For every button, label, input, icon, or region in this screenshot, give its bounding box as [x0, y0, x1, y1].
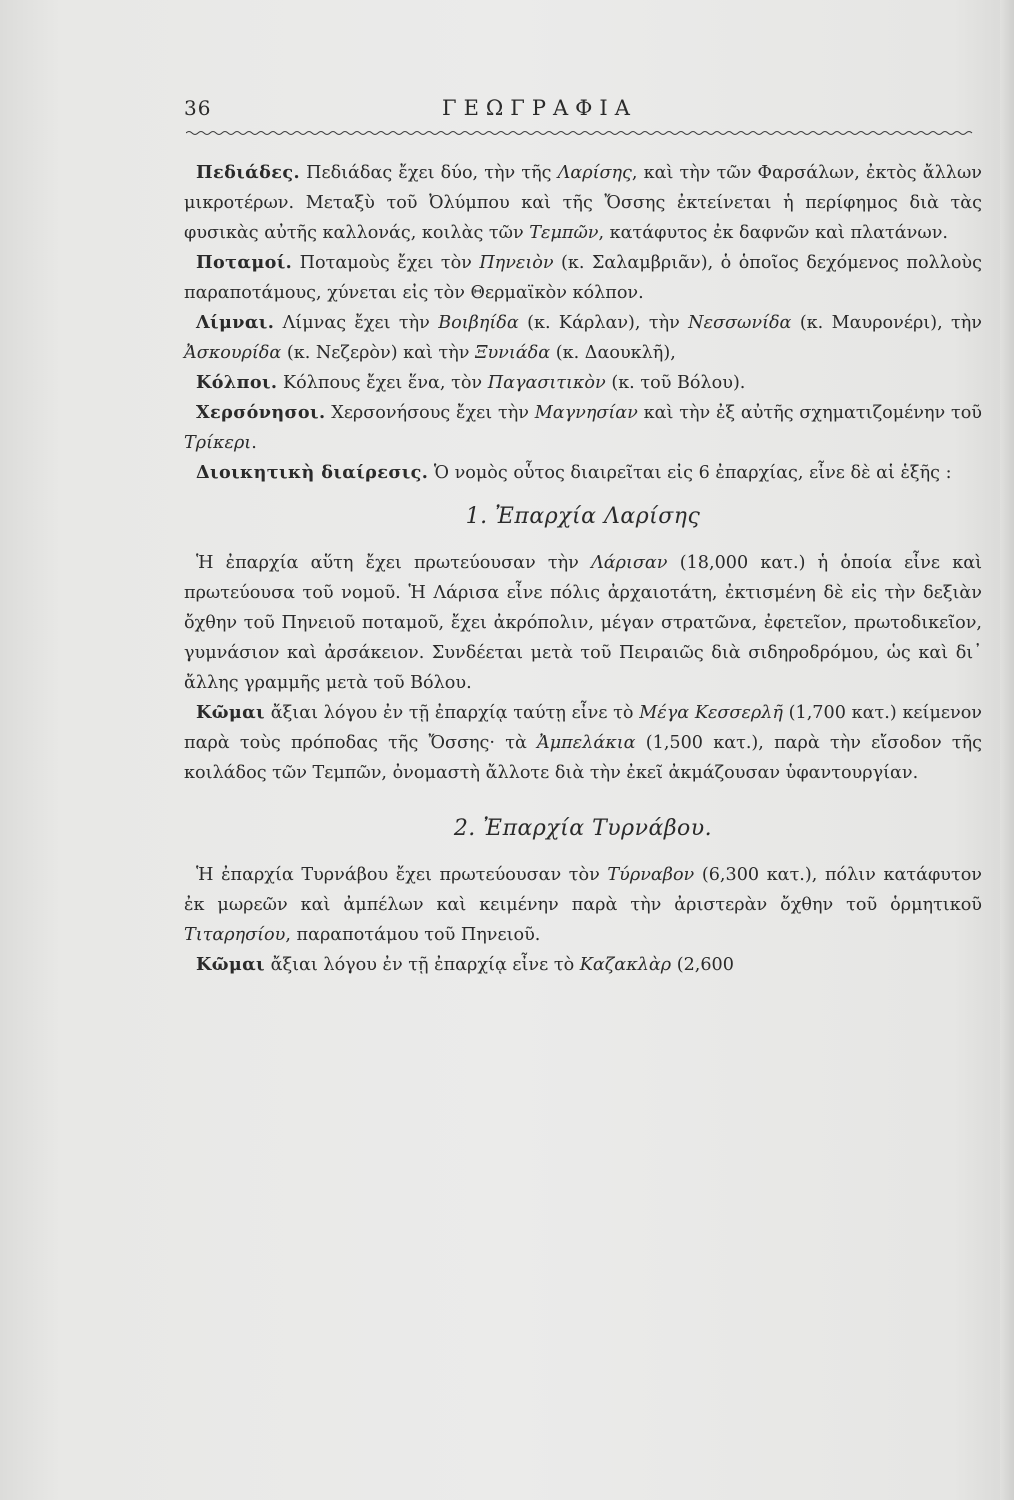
- text-run: (κ. Κάρλαν), τὴν: [518, 313, 689, 333]
- text-run: καὶ τὴν ἐξ αὐτῆς σχηματιζομένην τοῦ: [637, 403, 982, 423]
- page-header: [184, 96, 972, 132]
- section-title: 2. Ἐπαρχία Τυρνάβου.: [453, 816, 713, 841]
- italic-term: Λάρισαν: [591, 553, 668, 573]
- italic-term: Νεσσωνίδα: [688, 313, 792, 333]
- page-number: 36: [184, 96, 212, 120]
- italic-term: Μαγνησίαν: [534, 403, 638, 423]
- text-run: , παραποτάμου τοῦ Πηνειοῦ.: [285, 925, 541, 945]
- text-run: Πεδιάδας ἔχει δύο, τὴν τῆς: [299, 163, 558, 183]
- italic-term: Τιταρησίου: [184, 925, 286, 945]
- text-run: , κατάφυτος ἐκ δαφνῶν καὶ πλατάνων.: [598, 223, 949, 243]
- italic-term: Λαρίσης: [557, 163, 632, 183]
- text-run: ἄξιαι λόγου ἐν τῇ ἐπαρχίᾳ ταύτῃ εἶνε τὸ: [264, 703, 640, 723]
- text-run: Λίμνας ἔχει τὴν: [274, 313, 439, 333]
- text-run: Ἡ ἐπαρχία Τυρνάβου ἔχει πρωτεύουσαν τὸν: [196, 865, 608, 885]
- text-run: ἄξιαι λόγου ἐν τῇ ἐπαρχίᾳ εἶνε τὸ: [264, 955, 580, 975]
- run-in-heading: Διοικητικὴ διαίρεσις.: [196, 462, 429, 483]
- italic-term: Βοιβηίδα: [438, 313, 519, 333]
- run-in-heading: Κόλποι.: [196, 372, 278, 393]
- italic-term: Ἀσκουρίδα: [184, 343, 282, 363]
- text-run: (1,500 κατ.), παρὰ τὴν εἴσοδον τῆς κοιλάδος τῶν Τεμπῶν, ὀνομαστὴ ἄλλοτε διὰ τὴν ἐκεῖ ἀκμάζουσαν ὑφαντουργίαν.: [184, 733, 982, 783]
- italic-term: Τύρναβον: [607, 865, 695, 885]
- italic-term: Καζακλὰρ: [579, 955, 672, 975]
- text-run: Κόλπους ἔχει ἕνα, τὸν: [277, 373, 488, 393]
- italic-term: Ἀμπελάκια: [537, 733, 636, 753]
- paragraph: [184, 458, 982, 488]
- header-wavy-rule: [186, 130, 976, 136]
- text-run: (6,300 κατ.), πόλιν κατάφυτον ἐκ μωρεῶν καὶ ἀμπέλων καὶ κειμένην παρὰ τὴν ἀριστερὰν ὄχθην τοῦ ὁρμητικοῦ: [184, 865, 983, 915]
- run-in-heading: Χερσόνησοι.: [196, 402, 326, 423]
- paragraph: [184, 308, 982, 368]
- section-paragraph: [184, 698, 982, 788]
- italic-term: Τεμπῶν: [529, 223, 599, 243]
- run-in-heading: Λίμναι.: [196, 312, 275, 333]
- text-run: Χερσονήσους ἔχει τὴν: [325, 403, 535, 423]
- run-in-heading: Ποταμοί.: [196, 252, 293, 273]
- italic-term: Παγασιτικὸν: [487, 373, 606, 393]
- text-run: (κ. Νεζερὸν) καὶ τὴν: [281, 343, 476, 363]
- run-in-heading: Πεδιάδες.: [196, 162, 300, 183]
- page-spine-shadow: [1000, 0, 1014, 1500]
- text-run: Ποταμοὺς ἔχει τὸν: [292, 253, 480, 273]
- text-run: Ὁ νομὸς οὗτος διαιρεῖται εἰς 6 ἐπαρχίας, εἶνε δὲ αἱ ἑξῆς :: [428, 463, 952, 483]
- section-paragraph: [184, 548, 982, 698]
- section-title: 1. Ἐπαρχία Λαρίσης: [465, 504, 701, 529]
- text-run: (κ. Δαουκλῆ),: [550, 343, 676, 363]
- paragraph: [184, 398, 982, 458]
- italic-term: Ξυνιάδα: [475, 343, 551, 363]
- italic-term: Μέγα Κεσσερλῆ: [639, 703, 783, 723]
- text-run: (1,700 κατ.) κείμενον παρὰ τοὺς πρόποδας τῆς Ὄσσης· τὰ: [184, 703, 982, 753]
- text-run: Ἡ ἐπαρχία αὕτη ἔχει πρωτεύουσαν τὴν: [196, 553, 592, 573]
- text-run: (κ. Σαλαμβριᾶν), ὁ ὁποῖος δεχόμενος πολλοὺς παραποτάμους, χύνεται εἰς τὸν Θερμαϊκὸν κόλπον.: [184, 253, 982, 303]
- text-run: (κ. τοῦ Βόλου).: [605, 373, 746, 393]
- paragraph: [184, 368, 982, 398]
- text-run: , καὶ τὴν τῶν Φαρσάλων, ἐκτὸς ἄλλων μικροτέρων. Μεταξὺ τοῦ Ὀλύμπου καὶ τῆς Ὄσσης ἐκτείνεται ἡ περίφημος διὰ τὰς φυσικὰς αὐτῆς καλλονάς, κοιλὰς τῶν: [184, 163, 982, 243]
- paragraph: [184, 248, 982, 308]
- italic-term: Πηνειὸν: [479, 253, 554, 273]
- section-paragraph: [184, 950, 982, 980]
- run-in-heading: Κῶμαι: [196, 702, 265, 723]
- running-title: ΓΕΩΓΡΑΦΙΑ: [442, 96, 637, 120]
- text-run: (2,600: [671, 955, 734, 975]
- text-run: .: [251, 433, 257, 453]
- text-run: (18,000 κατ.) ἡ ὁποία εἶνε καὶ πρωτεύουσα τοῦ νομοῦ. Ἡ Λάρισα εἶνε πόλις ἀρχαιοτάτη, ἐκτισμένη δὲ εἰς τὴν δεξιὰν ὄχθην τοῦ Πηνειοῦ ποταμοῦ, ἔχει ἀκρόπολιν, μέγαν στρατῶνα, ἐφετεῖον, πρωτοδικεῖον, γυμνάσιον καὶ ἀρσάκειον. Συνδέεται μετὰ τοῦ Πειραιῶς διὰ σιδηροδρόμου, ὡς καὶ δι᾽ ἄλλης γραμμῆς μετὰ τοῦ Βόλου.: [184, 553, 982, 693]
- italic-term: Τρίκερι: [184, 433, 252, 453]
- paragraph: [184, 158, 982, 248]
- run-in-heading: Κῶμαι: [196, 954, 265, 975]
- body-text: [184, 158, 982, 980]
- text-run: (κ. Μαυρονέρι), τὴν: [791, 313, 982, 333]
- section-paragraph: [184, 860, 982, 950]
